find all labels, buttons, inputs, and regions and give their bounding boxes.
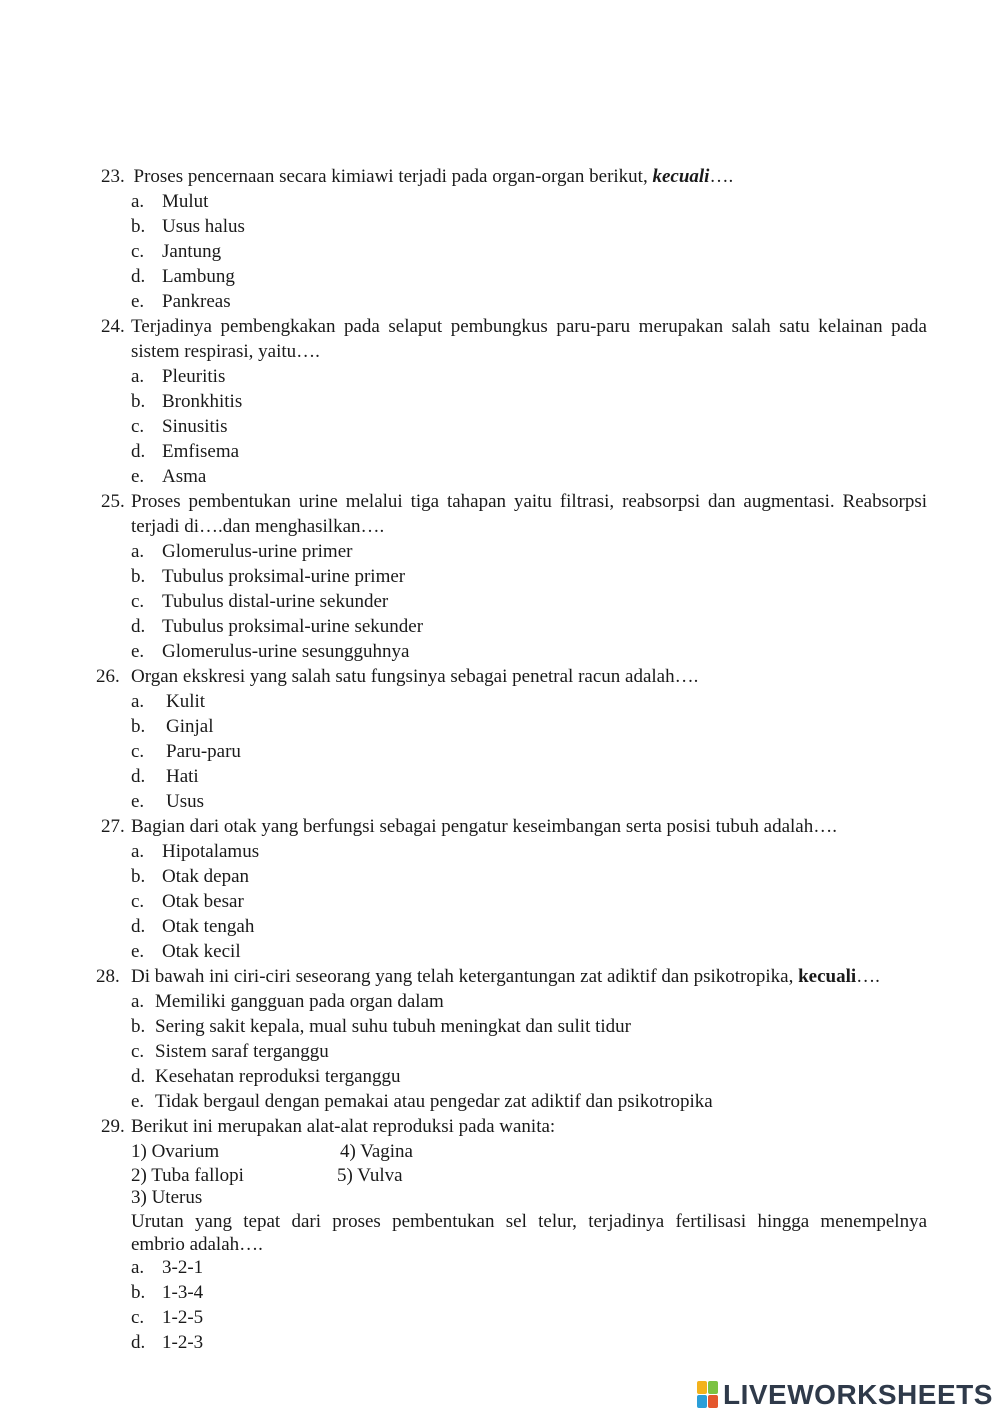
- option-text: 1-2-3: [162, 1332, 204, 1353]
- option-text: 1-3-4: [162, 1282, 204, 1303]
- organ-item-1: 1) Ovarium: [131, 1141, 220, 1162]
- option-text: Pleuritis: [162, 366, 226, 387]
- question-27-text: Bagian dari otak yang berfungsi sebagai pengatur keseimbangan serta posisi tubuh adalah….: [131, 816, 837, 837]
- option-text: Lambung: [162, 266, 235, 287]
- question-number: 29.: [101, 1116, 125, 1137]
- option-letter: a.: [131, 1257, 145, 1278]
- option-text: Otak kecil: [162, 941, 241, 962]
- option-letter: b.: [131, 716, 146, 737]
- option-23e[interactable]: [131, 289, 231, 314]
- option-27b[interactable]: [131, 864, 249, 889]
- option-letter: c.: [131, 241, 145, 262]
- option-letter: e.: [131, 1091, 145, 1112]
- question-number: 28.: [96, 966, 120, 987]
- option-letter: d.: [131, 616, 146, 637]
- option-25b[interactable]: [131, 564, 405, 589]
- organ-item-5: 5) Vulva: [337, 1165, 403, 1186]
- option-letter: c.: [131, 1307, 145, 1328]
- option-letter: c.: [131, 591, 145, 612]
- option-letter: a.: [131, 991, 145, 1012]
- option-text: Jantung: [162, 241, 222, 262]
- option-25d[interactable]: [131, 614, 423, 639]
- option-text: Glomerulus-urine sesungguhnya: [162, 641, 410, 662]
- option-text: Tubulus proksimal-urine primer: [162, 566, 406, 587]
- option-24b[interactable]: [131, 389, 242, 414]
- option-29d[interactable]: [131, 1330, 203, 1355]
- option-text: Asma: [162, 466, 207, 487]
- option-letter: b.: [131, 566, 146, 587]
- option-text: Tubulus distal-urine sekunder: [162, 591, 389, 612]
- option-text: Sering sakit kepala, mual suhu tubuh meningkat dan sulit tidur: [155, 1016, 631, 1037]
- option-28d[interactable]: [131, 1064, 401, 1089]
- option-text: Mulut: [162, 191, 209, 212]
- question-number: 24.: [101, 316, 125, 337]
- option-25a[interactable]: [131, 539, 352, 564]
- question-ellipsis: ….: [709, 166, 734, 187]
- organ-item-4: 4) Vagina: [340, 1141, 413, 1162]
- option-text: Otak besar: [162, 891, 244, 912]
- option-23b[interactable]: [131, 214, 245, 239]
- option-26e[interactable]: [131, 789, 204, 814]
- question-29-text: Berikut ini merupakan alat-alat reproduksi pada wanita:: [131, 1116, 556, 1137]
- option-letter: d.: [131, 916, 146, 937]
- option-letter: b.: [131, 391, 146, 412]
- option-text: Pankreas: [162, 291, 231, 312]
- question-24-line1: Terjadinya pembengkakan pada selaput pembungkus paru-paru merupakan salah satu kelainan pada: [131, 316, 927, 337]
- question-28: [96, 964, 120, 989]
- option-29b[interactable]: [131, 1280, 203, 1305]
- question-29: [101, 1114, 125, 1139]
- option-letter: e.: [131, 641, 145, 662]
- option-text: 1-2-5: [162, 1307, 204, 1328]
- option-letter: e.: [131, 466, 145, 487]
- question-ellipsis: ….: [856, 966, 880, 987]
- question-number: 27.: [101, 816, 125, 837]
- option-28a[interactable]: [131, 989, 444, 1014]
- logo-text: LIVEWORKSHEETS: [723, 1379, 993, 1410]
- option-27e[interactable]: [131, 939, 241, 964]
- option-letter: c.: [131, 891, 145, 912]
- option-28e[interactable]: [131, 1089, 713, 1114]
- question-26-text: Organ ekskresi yang salah satu fungsinya sebagai penetral racun adalah….: [131, 666, 699, 687]
- option-29a[interactable]: [131, 1255, 203, 1280]
- option-text: Glomerulus-urine primer: [162, 541, 353, 562]
- option-text: Memiliki gangguan pada organ dalam: [155, 991, 444, 1012]
- option-27d[interactable]: [131, 914, 254, 939]
- option-text: Sistem saraf terganggu: [155, 1041, 329, 1062]
- option-text: Otak tengah: [162, 916, 255, 937]
- option-26d[interactable]: [131, 764, 199, 789]
- option-25e[interactable]: [131, 639, 409, 664]
- option-letter: e.: [131, 941, 145, 962]
- option-letter: a.: [131, 366, 145, 387]
- question-number: 23.: [101, 166, 125, 187]
- option-text: Ginjal: [166, 716, 214, 737]
- option-26b[interactable]: [131, 714, 214, 739]
- question-25-line2: terjadi di….dan menghasilkan….: [131, 516, 385, 537]
- option-letter: b.: [131, 1016, 146, 1037]
- option-letter: d.: [131, 441, 146, 462]
- option-text: Tubulus proksimal-urine sekunder: [162, 616, 424, 637]
- option-27c[interactable]: [131, 889, 244, 914]
- option-letter: d.: [131, 1066, 146, 1087]
- question-28-text: [131, 964, 880, 989]
- question-24-line2: sistem respirasi, yaitu….: [131, 341, 320, 362]
- option-text: Kulit: [166, 691, 206, 712]
- option-letter: e.: [131, 291, 145, 312]
- option-letter: b.: [131, 216, 146, 237]
- question-27: [101, 814, 125, 839]
- option-26a[interactable]: [131, 689, 205, 714]
- option-letter: a.: [131, 841, 145, 862]
- option-text: Hati: [166, 766, 199, 787]
- option-text: Hipotalamus: [162, 841, 260, 862]
- organ-item-3: 3) Uterus: [131, 1187, 203, 1208]
- question-text: Proses pencernaan secara kimiawi terjadi pada organ-organ berikut,: [133, 166, 653, 187]
- option-letter: c.: [131, 416, 145, 437]
- option-letter: a.: [131, 541, 145, 562]
- question-emphasis: kecuali: [798, 966, 857, 987]
- option-25c[interactable]: [131, 589, 388, 614]
- option-text: Emfisema: [162, 441, 240, 462]
- option-23a[interactable]: [131, 189, 208, 214]
- option-27a[interactable]: [131, 839, 259, 864]
- option-text: Usus: [166, 791, 205, 812]
- option-text: Paru-paru: [166, 741, 241, 762]
- question-26: [96, 664, 120, 689]
- question-29-line1: Urutan yang tepat dari proses pembentukan sel telur, terjadinya fertilisasi hingga menempelnya: [131, 1211, 927, 1232]
- option-text: 3-2-1: [162, 1257, 204, 1278]
- option-26c[interactable]: [131, 739, 241, 764]
- option-letter: d.: [131, 266, 146, 287]
- liveworksheets-logo[interactable]: [697, 1377, 993, 1413]
- question-emphasis: kecuali: [652, 166, 710, 187]
- option-text: Usus halus: [162, 216, 245, 237]
- option-text: Tidak bergaul dengan pemakai atau pengedar zat adiktif dan psikotropika: [155, 1091, 713, 1112]
- option-letter: c.: [131, 1041, 145, 1062]
- option-letter: e.: [131, 791, 145, 812]
- question-text: Di bawah ini ciri-ciri seseorang yang telah ketergantungan zat adiktif dan psikotropika,: [131, 966, 799, 987]
- option-text: Otak depan: [162, 866, 250, 887]
- option-24a[interactable]: [131, 364, 225, 389]
- option-letter: c.: [131, 741, 145, 762]
- option-letter: b.: [131, 866, 146, 887]
- option-letter: d.: [131, 1332, 146, 1353]
- option-text: Kesehatan reproduksi terganggu: [155, 1066, 401, 1087]
- option-letter: a.: [131, 191, 145, 212]
- option-24d[interactable]: [131, 439, 239, 464]
- question-25-line1: Proses pembentukan urine melalui tiga tahapan yaitu filtrasi, reabsorpsi dan augmentasi. Reabsorpsi: [131, 491, 927, 512]
- option-24e[interactable]: [131, 464, 206, 489]
- option-28b[interactable]: [131, 1014, 631, 1039]
- question-number: 25.: [101, 491, 125, 512]
- option-29c[interactable]: [131, 1305, 203, 1330]
- liveworksheets-logo-icon: [697, 1381, 719, 1409]
- option-23d[interactable]: [131, 264, 235, 289]
- question-25: [101, 489, 125, 514]
- question-23: [101, 164, 733, 189]
- option-text: Sinusitis: [162, 416, 228, 437]
- option-24c[interactable]: [131, 414, 227, 439]
- option-28c[interactable]: [131, 1039, 329, 1064]
- option-letter: b.: [131, 1282, 146, 1303]
- question-29-line2: embrio adalah….: [131, 1234, 263, 1255]
- option-letter: a.: [131, 691, 145, 712]
- option-23c[interactable]: [131, 239, 221, 264]
- question-number: 26.: [96, 666, 120, 687]
- question-24: [101, 314, 125, 339]
- option-letter: d.: [131, 766, 146, 787]
- option-text: Bronkhitis: [162, 391, 243, 412]
- organ-item-2: 2) Tuba fallopi: [131, 1165, 244, 1186]
